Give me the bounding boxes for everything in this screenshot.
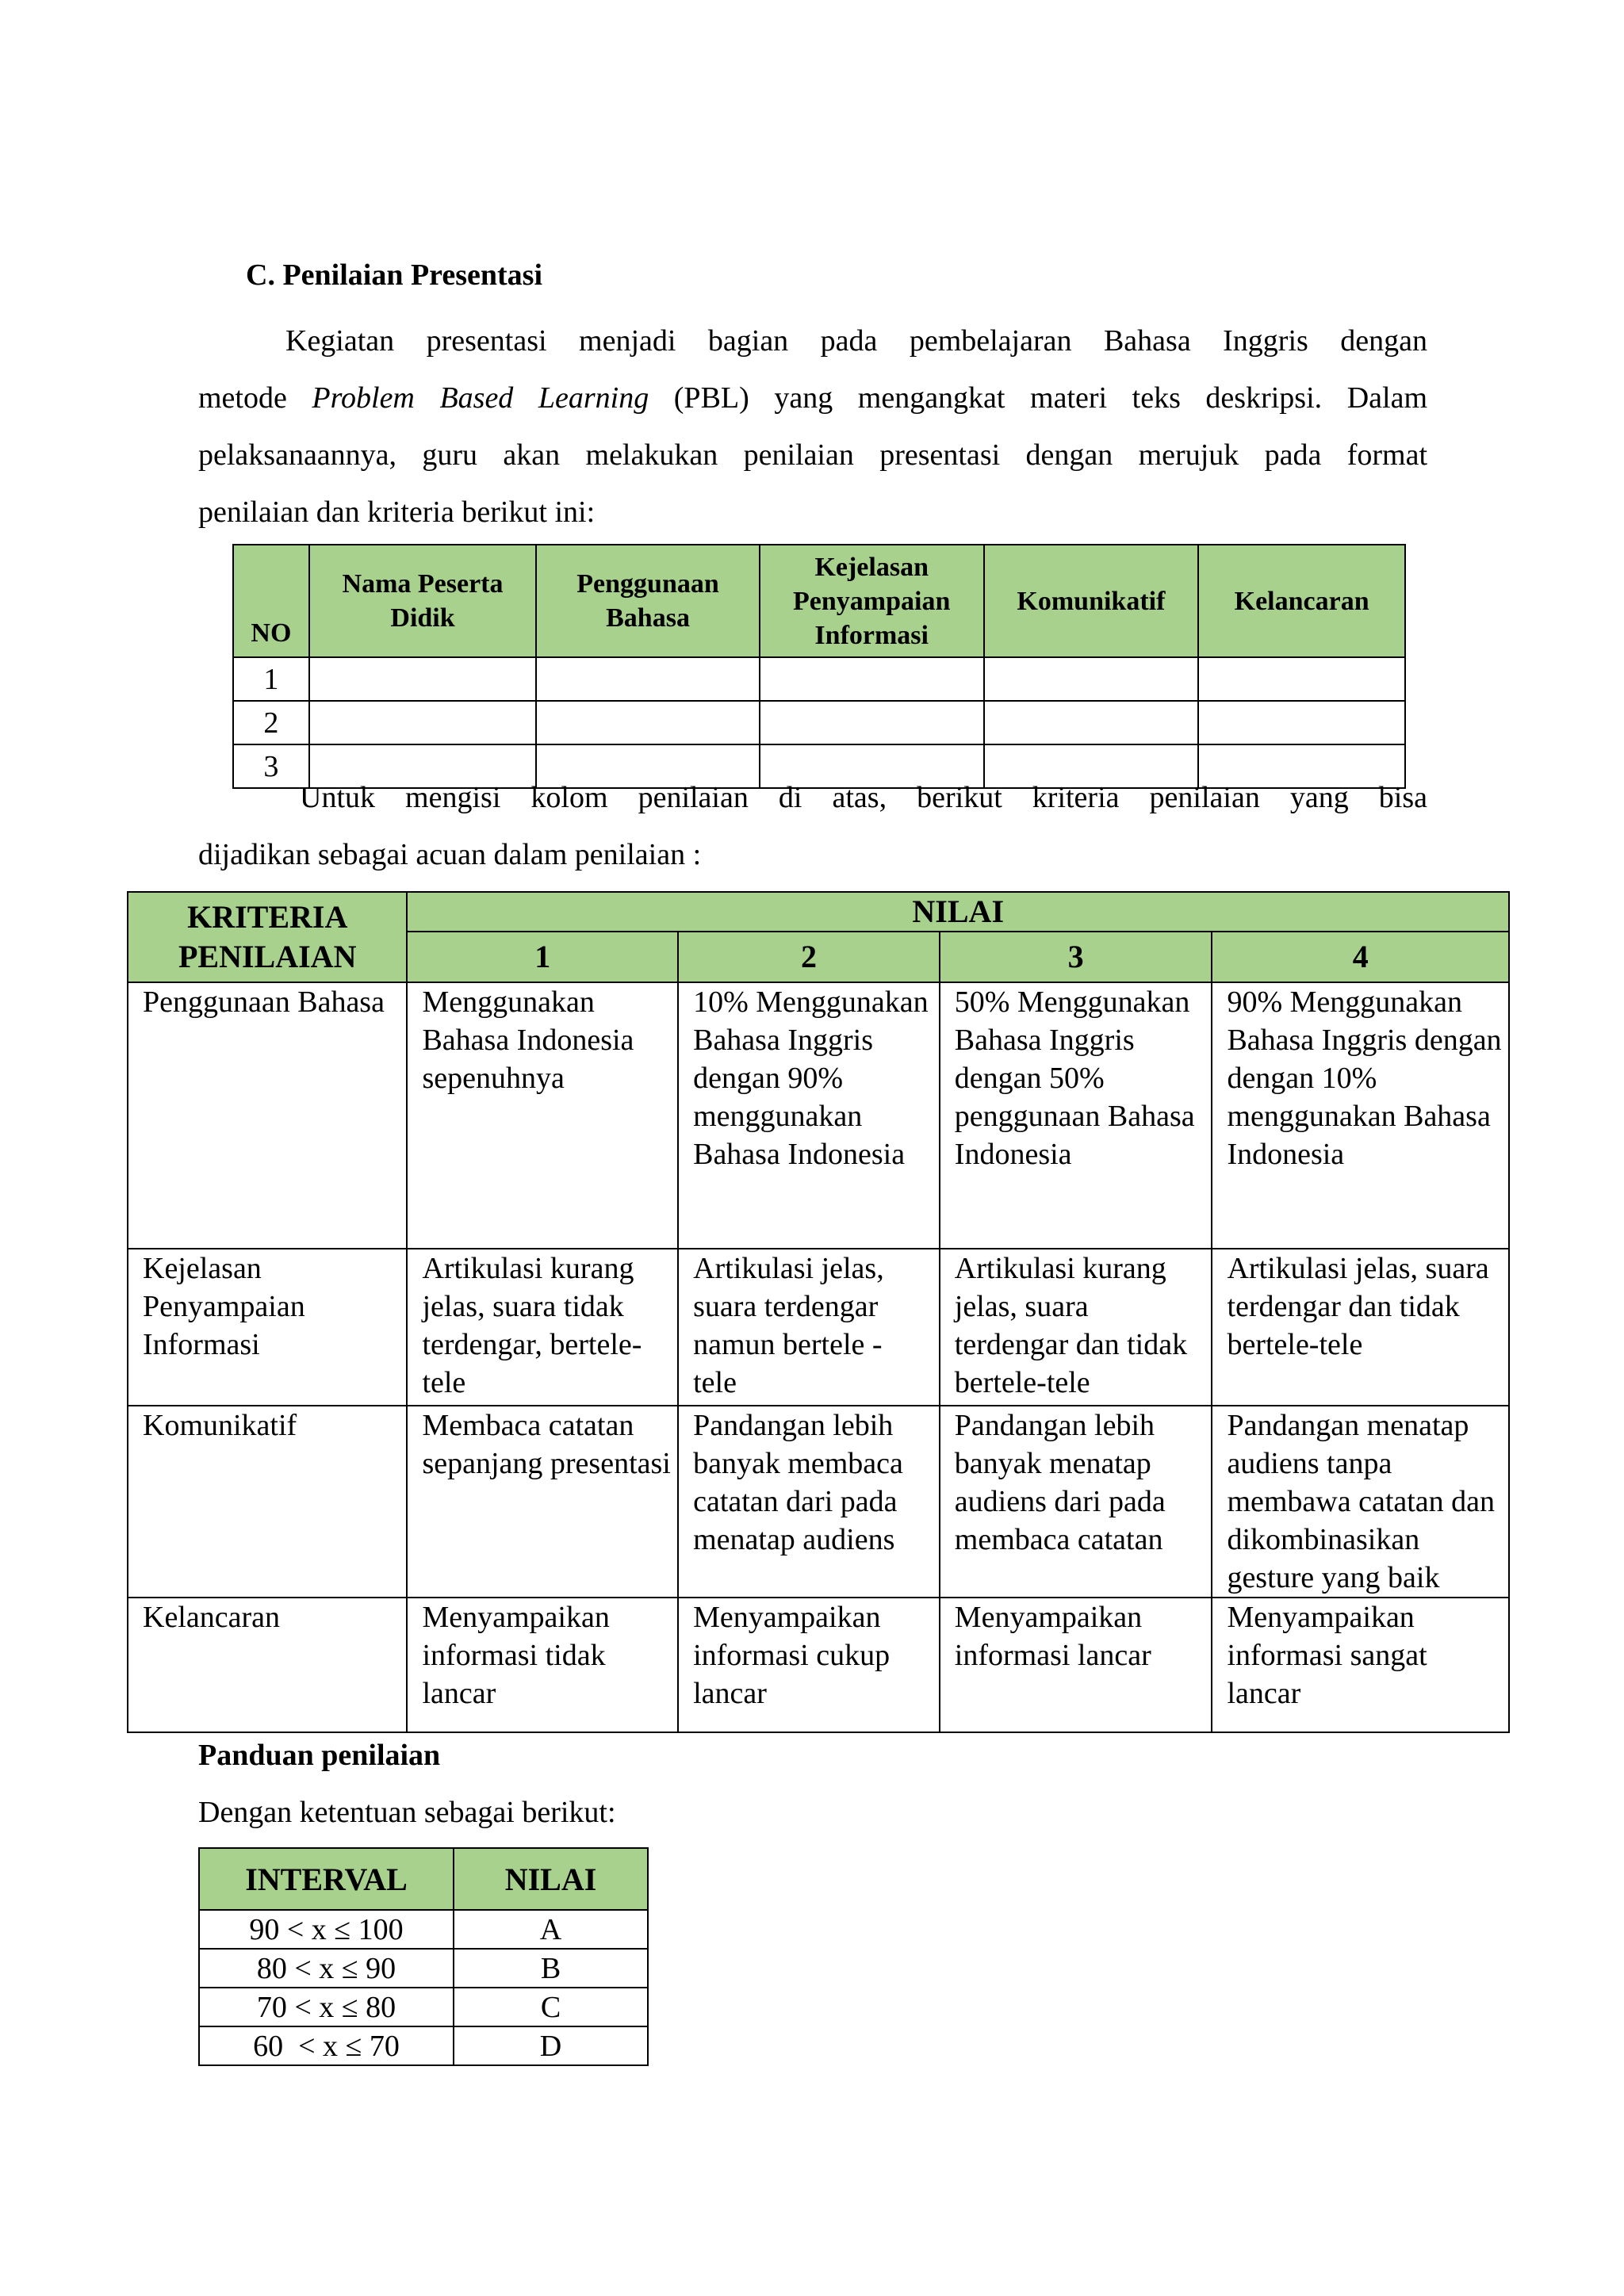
cell-empty[interactable] <box>309 701 536 744</box>
score-cell: 90% Menggunakan Bahasa Inggris dengan dengan 10% menggunakan Bahasa Indonesia <box>1212 982 1509 1249</box>
intro-line-3: pelaksanaannya, guru akan melakukan penilaian presentasi dengan merujuk pada format <box>198 438 1427 472</box>
criteria-intro-line-2: dijadikan sebagai acuan dalam penilaian : <box>198 838 702 871</box>
score-cell: Artikulasi jelas, suara terdengar namun bertele - tele <box>678 1249 940 1406</box>
cell-empty[interactable] <box>1198 701 1405 744</box>
pbl-emphasis: Problem Based Learning <box>312 381 649 415</box>
guide-text: Dengan ketentuan sebagai berikut: <box>198 1796 616 1829</box>
criteria-table <box>127 891 1510 1733</box>
criterion-label: Kelancaran <box>128 1598 407 1732</box>
guide-heading: Panduan penilaian <box>198 1739 441 1772</box>
score-cell: Menyampaikan informasi cukup lancar <box>678 1598 940 1732</box>
interval-header-row <box>199 1848 648 1910</box>
cell-empty[interactable] <box>536 657 760 701</box>
score-col-1: 1 <box>407 932 678 982</box>
intro-line-4: penilaian dan kriteria berikut ini: <box>198 496 596 529</box>
score-cell: Artikulasi jelas, suara terdengar dan tidak bertele-tele <box>1212 1249 1509 1406</box>
table-row <box>199 1988 648 2026</box>
header-nilai: NILAI <box>407 892 1509 932</box>
score-cell: Artikulasi kurang jelas, suara tidak terdengar, bertele-tele <box>407 1249 678 1406</box>
score-cell: 10% Menggunakan Bahasa Inggris dengan 90% menggunakan Bahasa Indonesia <box>678 982 940 1249</box>
score-cell: Menyampaikan informasi lancar <box>940 1598 1212 1732</box>
score-cell: Artikulasi kurang jelas, suara terdengar dan tidak bertele-tele <box>940 1249 1212 1406</box>
cell-empty[interactable] <box>760 657 984 701</box>
header-kelancaran: Kelancaran <box>1198 545 1405 657</box>
criterion-label: Kejelasan Penyampaian Informasi <box>128 1249 407 1406</box>
cell-empty[interactable] <box>1198 657 1405 701</box>
criterion-label: Komunikatif <box>128 1406 407 1598</box>
row-number: 1 <box>233 657 309 701</box>
score-cell: Menggunakan Bahasa Indonesia sepenuhnya <box>407 982 678 1249</box>
score-cell: Menyampaikan informasi tidak lancar <box>407 1598 678 1732</box>
header-kejelasan: Kejelasan Penyampaian Informasi <box>760 545 984 657</box>
intro-paragraph <box>198 312 1427 541</box>
score-cell: Pandangan lebih banyak membaca catatan dari pada menatap audiens <box>678 1406 940 1598</box>
grade-cell: C <box>454 1988 648 2026</box>
table-row <box>233 657 1405 701</box>
table-row <box>128 1598 1509 1732</box>
score-cell: Menyampaikan informasi sangat lancar <box>1212 1598 1509 1732</box>
criteria-header-row <box>128 892 1509 932</box>
grade-cell: B <box>454 1949 648 1988</box>
table-row <box>128 1249 1509 1406</box>
row-number: 3 <box>233 744 309 788</box>
interval-cell: 60 < x ≤ 70 <box>199 2026 454 2065</box>
interval-cell: 80 < x ≤ 90 <box>199 1949 454 1988</box>
header-no: NO <box>233 545 309 657</box>
criteria-intro <box>198 769 1427 883</box>
score-col-4: 4 <box>1212 932 1509 982</box>
assessment-header-row <box>233 545 1405 657</box>
cell-empty[interactable] <box>309 657 536 701</box>
table-row <box>199 2026 648 2065</box>
header-nama: Nama Peserta Didik <box>309 545 536 657</box>
header-nilai-grade: NILAI <box>454 1848 648 1910</box>
cell-empty[interactable] <box>760 701 984 744</box>
grade-cell: A <box>454 1910 648 1949</box>
score-cell: Pandangan lebih banyak menatap audiens dari pada membaca catatan <box>940 1406 1212 1598</box>
table-row <box>199 1910 648 1949</box>
header-interval: INTERVAL <box>199 1848 454 1910</box>
interval-cell: 70 < x ≤ 80 <box>199 1988 454 2026</box>
interval-cell: 90 < x ≤ 100 <box>199 1910 454 1949</box>
table-row <box>128 1406 1509 1598</box>
section-heading: C. Penilaian Presentasi <box>246 258 543 292</box>
intro-line-2: metode Problem Based Learning (PBL) yang mengangkat materi teks deskripsi. Dalam <box>198 381 1427 415</box>
grade-cell: D <box>454 2026 648 2065</box>
score-cell: 50% Menggunakan Bahasa Inggris dengan 50% penggunaan Bahasa Indonesia <box>940 982 1212 1249</box>
intro-line-1: Kegiatan presentasi menjadi bagian pada pembelajaran Bahasa Inggris dengan <box>285 324 1427 358</box>
cell-empty[interactable] <box>536 701 760 744</box>
header-penggunaan-bahasa: Penggunaan Bahasa <box>536 545 760 657</box>
header-kriteria: KRITERIA PENILAIAN <box>128 892 407 982</box>
table-row <box>233 701 1405 744</box>
cell-empty[interactable] <box>984 701 1199 744</box>
table-row <box>199 1949 648 1988</box>
interval-table <box>198 1847 649 2066</box>
header-komunikatif: Komunikatif <box>984 545 1199 657</box>
score-col-3: 3 <box>940 932 1212 982</box>
criterion-label: Penggunaan Bahasa <box>128 982 407 1249</box>
score-col-2: 2 <box>678 932 940 982</box>
row-number: 2 <box>233 701 309 744</box>
criteria-intro-line-1: Untuk mengisi kolom penilaian di atas, berikut kriteria penilaian yang bisa <box>300 781 1427 814</box>
score-cell: Pandangan menatap audiens tanpa membawa catatan dan dikombinasikan gesture yang baik <box>1212 1406 1509 1598</box>
cell-empty[interactable] <box>984 657 1199 701</box>
score-cell: Membaca catatan sepanjang presentasi <box>407 1406 678 1598</box>
assessment-table <box>232 544 1406 789</box>
table-row <box>128 982 1509 1249</box>
